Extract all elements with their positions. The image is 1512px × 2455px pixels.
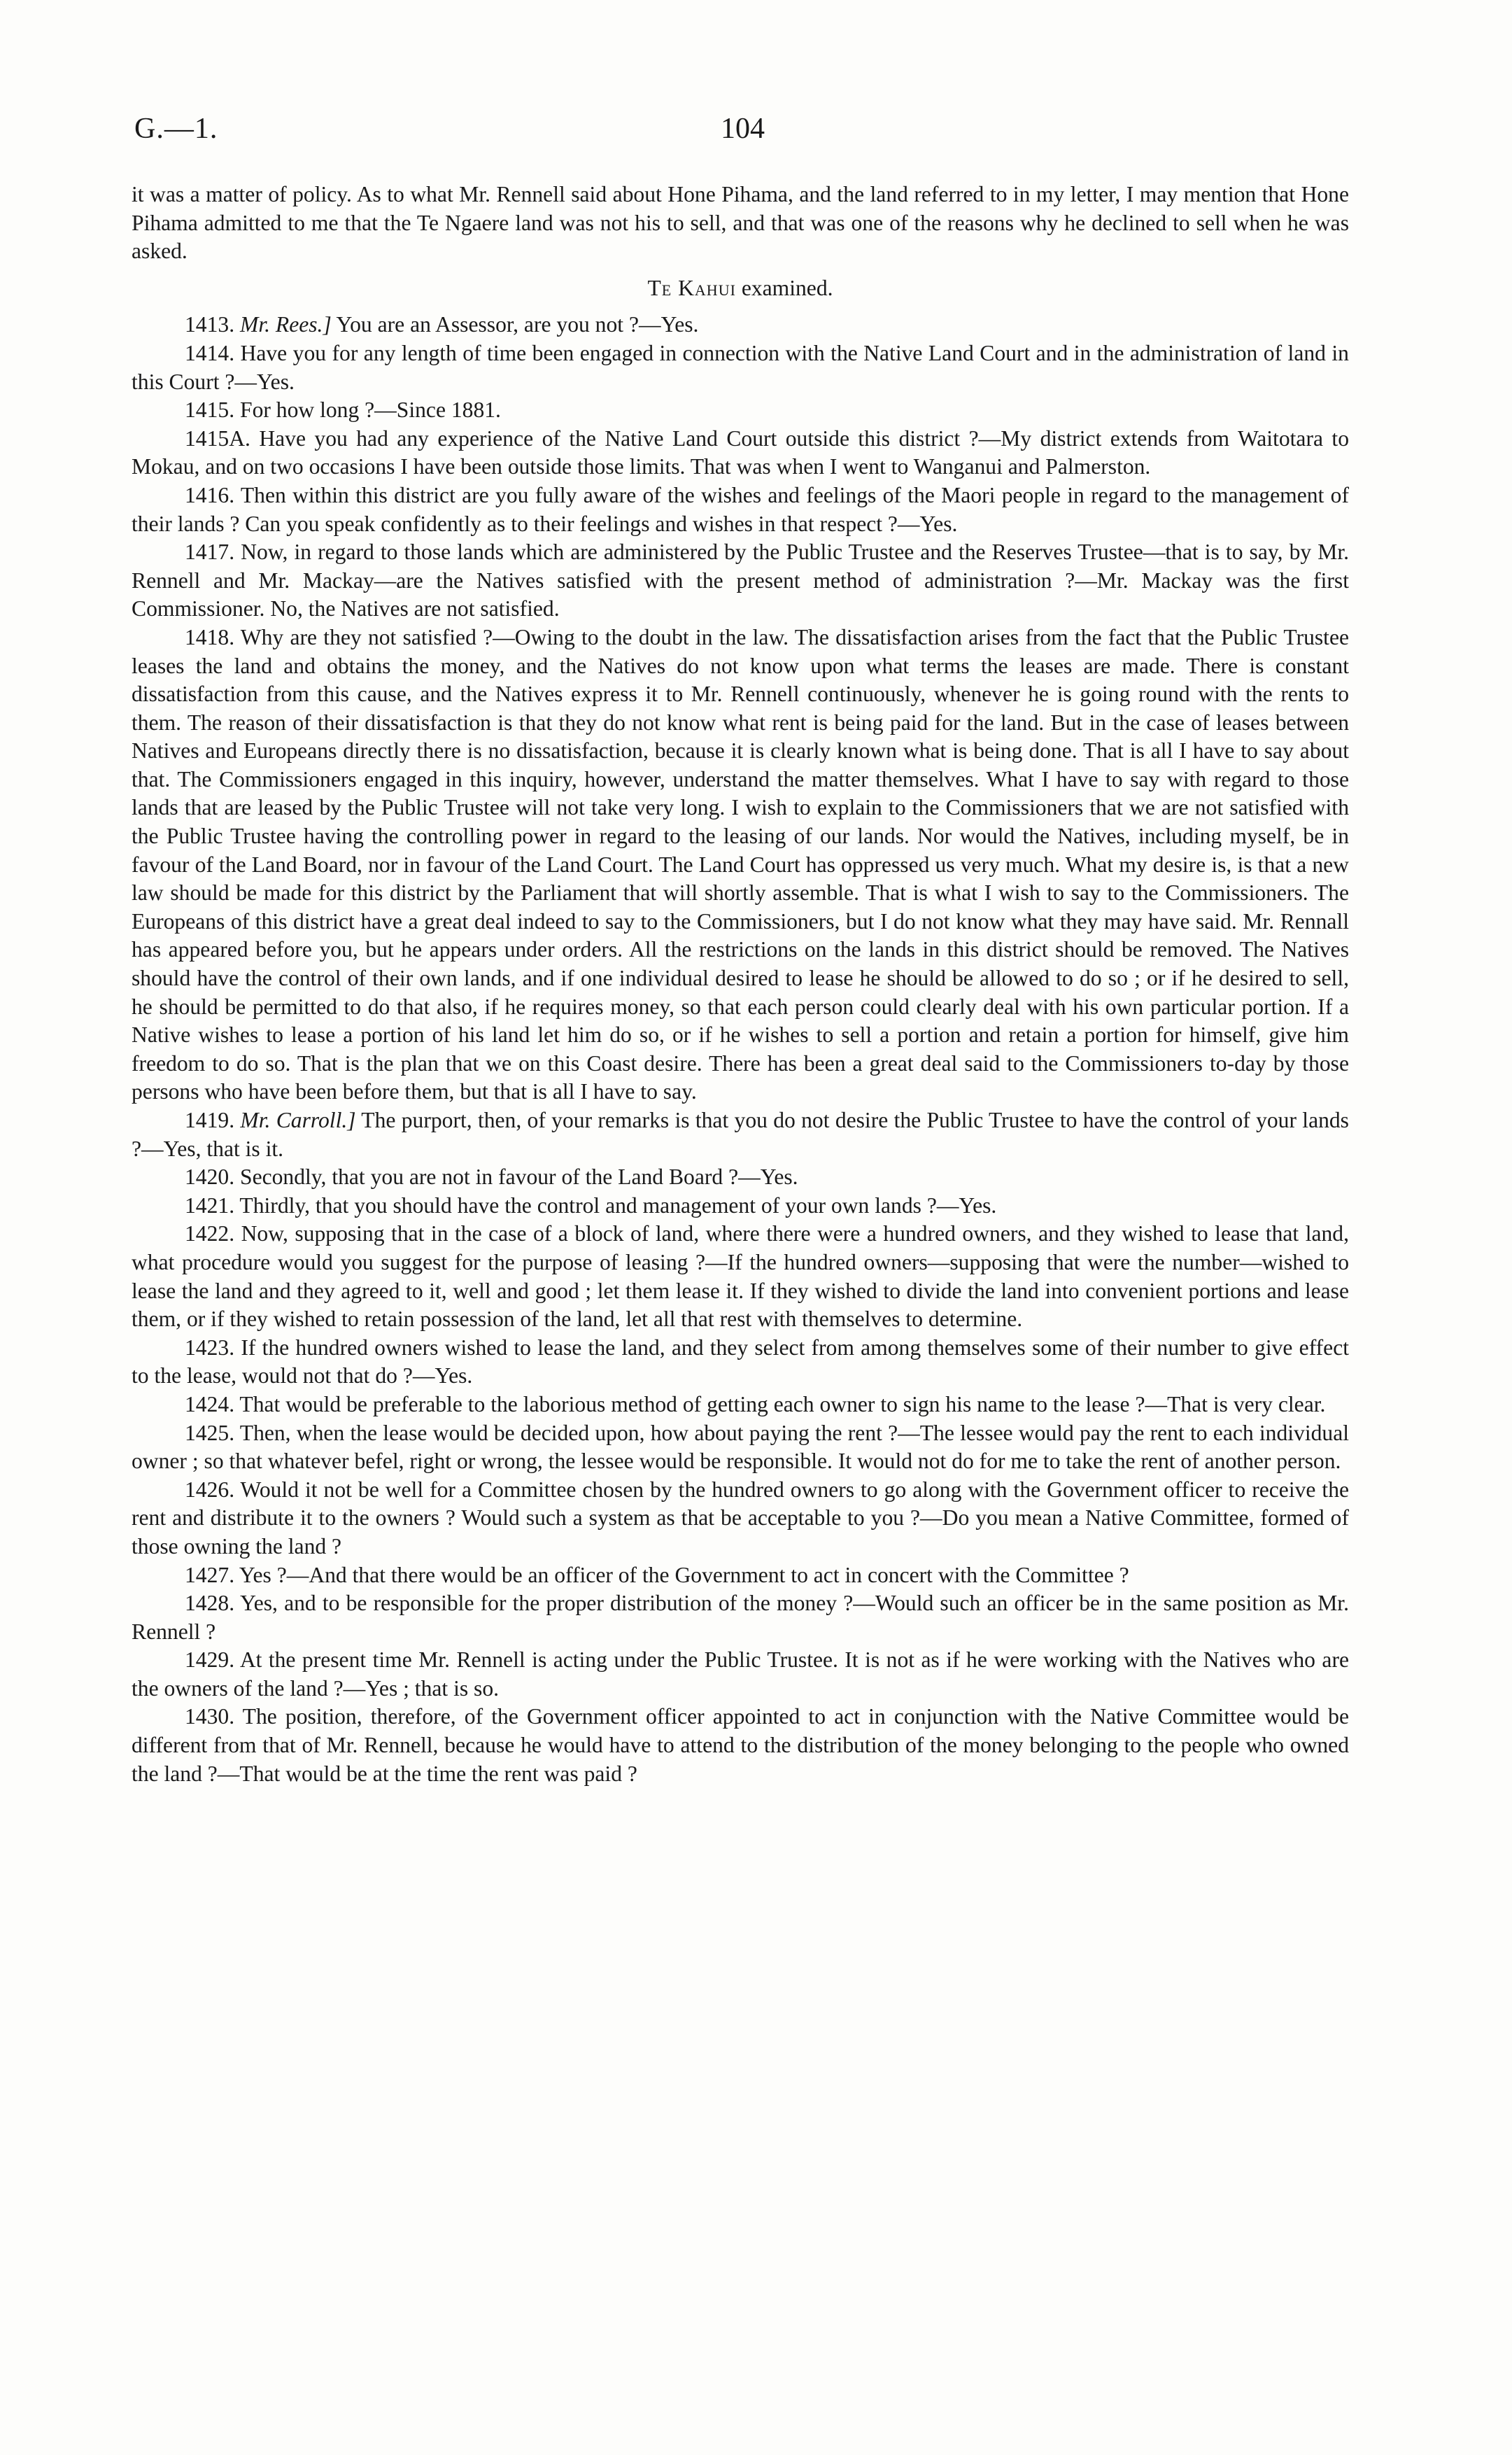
entry-text: Thirdly, that you should have the control and management of your own lands ?—Yes. bbox=[239, 1193, 997, 1218]
entry-text: That would be preferable to the laborious method of getting each owner to sign his name to the lease ?—That is very clear. bbox=[239, 1391, 1326, 1416]
qa-entry bbox=[132, 396, 1349, 425]
entry-number: 1428. bbox=[185, 1591, 235, 1616]
entry-speaker: Mr. Carroll.] bbox=[240, 1108, 356, 1132]
qa-entry bbox=[132, 624, 1349, 1106]
entry-text: Have you had any experience of the Native Land Court outside this district ?—My district extends from Waitotara to Mokau, and on two occasions I have been outside those limits. That was when I went to Wanganui and Palmerston. bbox=[132, 425, 1349, 479]
entry-text: At the present time Mr. Rennell is acting under the Public Trustee. It is not as if he were working with the Natives who are the owners of the land ?—Yes ; that is so. bbox=[132, 1647, 1349, 1701]
entry-text: For how long ?—Since 1881. bbox=[240, 398, 501, 423]
intro-paragraph: it was a matter of policy. As to what Mr. Rennell said about Hone Pihama, and the land referred to in my letter, I may mention that Hone Pihama admitted to me that the Te Ngaere land was not his to sell, and that was one of the reasons why he declined to sell when he was asked. bbox=[132, 182, 1349, 264]
qa-entry bbox=[132, 1419, 1349, 1476]
entry-number: 1422. bbox=[185, 1221, 235, 1246]
entry-number: 1425. bbox=[185, 1420, 235, 1445]
entry-number: 1421. bbox=[185, 1193, 235, 1218]
qa-entry bbox=[132, 1220, 1349, 1333]
entry-text: Have you for any length of time been engaged in connection with the Native Land Court and in the administration of land in this Court ?—Yes. bbox=[132, 340, 1349, 394]
entry-number: 1427. bbox=[185, 1562, 235, 1587]
entry-number: 1415A. bbox=[185, 425, 250, 451]
entry-text: Would it not be well for a Committee chosen by the hundred owners to go along with the Government officer to receive the rent and distribute it to the owners ? Would such a system as that be acceptable to you ?—Do you mean a Native Committee, formed of those owning the land ? bbox=[132, 1477, 1350, 1559]
witness-name: Te Kahui bbox=[647, 275, 736, 300]
entry-text: Yes ?—And that there would be an officer of the Government to act in concert with the Committee ? bbox=[239, 1562, 1129, 1587]
entry-text: Now, in regard to those lands which are administered by the Public Trustee and the Reserves Trustee—that is to say, by Mr. Rennell and Mr. Mackay—are the Natives satisfied with the present method of administration ?—Mr. Mackay was the first Commissioner. No, the Natives are not satisfied. bbox=[132, 540, 1349, 621]
qa-entry bbox=[132, 425, 1349, 481]
entry-number: 1430. bbox=[185, 1704, 235, 1729]
entry-number: 1416. bbox=[185, 482, 235, 507]
entry-number: 1419. bbox=[185, 1108, 235, 1132]
entry-text: If the hundred owners wished to lease the land, and they select from among themselves some of their number to give effect to the lease, would not that do ?—Yes. bbox=[132, 1335, 1349, 1388]
entry-number: 1414. bbox=[185, 340, 235, 365]
entry-number: 1415. bbox=[185, 398, 235, 423]
document-code: G.—1. bbox=[134, 113, 218, 145]
entry-text: Now, supposing that in the case of a block of land, where there were a hundred owners, and they wished to lease that land, what procedure would you suggest for the purpose of leasing ?—If the hundred owners—supposing that were the number—wished to lease the land and they agreed to it, well and good ; let them lease it. If they wished to divide the land into convenient portions and lease them, or if they wished to retain possession of the land, let all that rest with themselves to determine. bbox=[132, 1221, 1349, 1332]
qa-entry bbox=[132, 1703, 1349, 1788]
entry-text: Yes, and to be responsible for the proper distribution of the money ?—Would such an officer be in the same position as Mr. Rennell ? bbox=[132, 1591, 1349, 1644]
qa-entry bbox=[132, 1334, 1349, 1391]
qa-entry bbox=[132, 1106, 1349, 1163]
entry-number: 1417. bbox=[185, 540, 235, 565]
qa-entry bbox=[132, 1589, 1349, 1646]
entry-number: 1424. bbox=[185, 1391, 235, 1416]
qa-entry bbox=[132, 311, 1349, 339]
entry-number: 1420. bbox=[185, 1165, 235, 1190]
entry-text: Why are they not satisfied ?—Owing to the doubt in the law. The dissatisfaction arises from the fact that the Public Trustee leases the land and obtains the money, and the Natives do not know upon what terms the leases are made. There is constant dissatisfaction from this cause, and the Natives express it to Mr. Rennell continuously, whenever he is going round with the rents to them. The reason of their dissatisfaction is that they do not know what rent is being paid for the land. But in the case of leases between Natives and Europeans directly there is no dissatisfaction, because it is clearly known what is being done. That is all I have to say about that. The Commissioners engaged in this inquiry, however, understand the matter themselves. What I have to say with regard to those lands that are leased by the Public Trustee will not take very long. I wish to explain to the Commissioners that we are not satisfied with the Public Trustee having the controlling power in regard to the leasing of our lands. Nor would the Natives, including myself, be in favour of the Land Board, nor in favour of the Land Court. The Land Court has oppressed us very much. What my desire is, is that a new law should be made for this district by the Parliament that will shortly assemble. That is what I wish to say to the Commissioners. The Europeans of this district have a great deal indeed to say to the Commissioners, but I do not know what they may have said. Mr. Rennall has appeared before you, but he appears under orders. All the restrictions on the lands in this district should be removed. The Natives should have the control of their own lands, and if one individual desired to lease he should be allowed to do so ; or if he desired to sell, he should be permitted to do that also, if he requires money, so that each person could clearly deal with his own particular portion. If a Native wishes to lease a portion of his land let him do so, or if he wishes to sell a portion and retain a portion for himself, give him freedom to do so. That is the plan that we on this Coast desire. There has been a great deal said to the Commissioners to-day by those persons who have been before them, but that is all I have to say. bbox=[132, 624, 1350, 1104]
qa-entry bbox=[132, 339, 1349, 396]
qa-entry bbox=[132, 1192, 1349, 1221]
entry-number: 1418. bbox=[185, 624, 235, 649]
entry-number: 1413. bbox=[185, 312, 235, 337]
qa-entry bbox=[132, 1561, 1349, 1590]
qa-entry bbox=[132, 1646, 1349, 1703]
entry-text: You are an Assessor, are you not ?—Yes. bbox=[331, 312, 699, 337]
entry-text: Secondly, that you are not in favour of the Land Board ?—Yes. bbox=[240, 1165, 798, 1190]
section-heading bbox=[132, 274, 1349, 303]
entry-text: Then, when the lease would be decided upon, how about paying the rent ?—The lessee would pay the rent to each individual owner ; so that whatever befel, right or wrong, the lessee would be responsible. It would not do for me to take the rent of another person. bbox=[132, 1420, 1350, 1474]
page-number: 104 bbox=[721, 113, 765, 145]
qa-entry bbox=[132, 481, 1349, 538]
qa-entry bbox=[132, 1391, 1349, 1419]
qa-entry bbox=[132, 1476, 1349, 1561]
entry-speaker: Mr. Rees.] bbox=[240, 312, 332, 337]
body-text bbox=[132, 181, 1349, 1788]
heading-suffix: examined. bbox=[735, 275, 833, 300]
qa-entry bbox=[132, 538, 1349, 624]
entry-number: 1429. bbox=[185, 1647, 235, 1673]
entry-number: 1423. bbox=[185, 1335, 235, 1360]
entry-number: 1426. bbox=[185, 1477, 235, 1502]
entry-text: The position, therefore, of the Government officer appointed to act in conjunction with the Native Committee would be different from that of Mr. Rennell, because he would have to attend to the distribution of the money belonging to the people who owned the land ?—That would be at the time the rent was paid ? bbox=[132, 1704, 1349, 1786]
entry-text: Then within this district are you fully aware of the wishes and feelings of the Maori people in regard to the management of their lands ? Can you speak confidently as to their feelings and wishes in that respect ?—Yes. bbox=[132, 482, 1349, 536]
qa-entry bbox=[132, 1163, 1349, 1192]
entry-text: The purport, then, of your remarks is that you do not desire the Public Trustee to have the control of your lands ?—Yes, that is it. bbox=[132, 1108, 1349, 1161]
page-header bbox=[134, 112, 1349, 154]
